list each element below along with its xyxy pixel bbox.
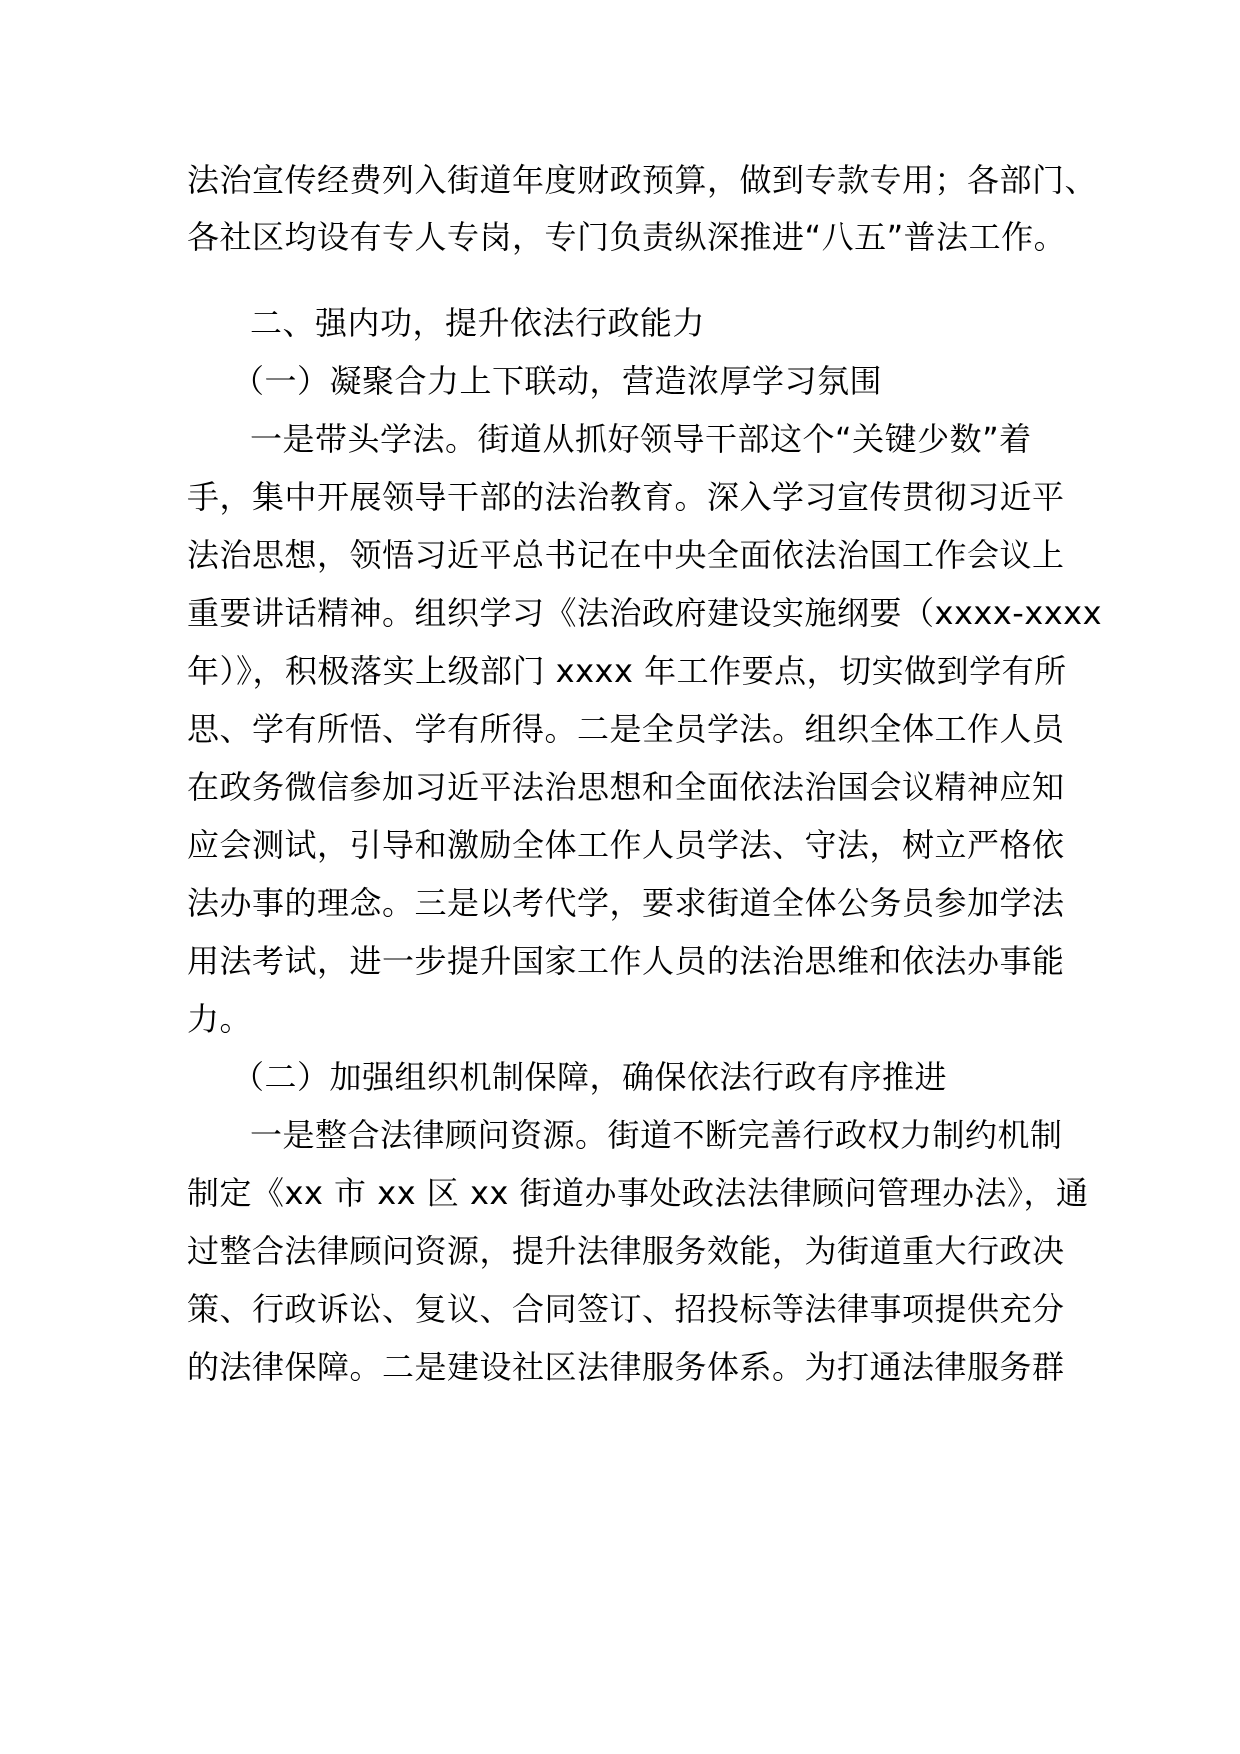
- subsection-heading: （一）凝聚合力上下联动，营造浓厚学习氛围: [232, 362, 883, 400]
- paragraph-line: 法治宣传经费列入街道年度财政预算，做到专款专用；各部门、: [187, 161, 1098, 199]
- paragraph-line: 法治思想，领悟习近平总书记在中央全面依法治国工作会议上: [187, 536, 1065, 574]
- paragraph-line: 力。: [187, 1000, 253, 1038]
- paragraph-line: 法办事的理念。三是以考代学，要求街道全体公务员参加学法: [187, 884, 1065, 922]
- paragraph-line: 思、学有所悟、学有所得。二是全员学法。组织全体工作人员: [187, 710, 1065, 748]
- paragraph-line: 制定《xx 市 xx 区 xx 街道办事处政法法律顾问管理办法》，通: [187, 1174, 1089, 1212]
- paragraph-line: 在政务微信参加习近平法治思想和全面依法治国会议精神应知: [187, 768, 1065, 806]
- paragraph-line: 的法律保障。二是建设社区法律服务体系。为打通法律服务群: [187, 1348, 1065, 1386]
- paragraph-line: 重要讲话精神。组织学习《法治政府建设实施纲要（xxxx-xxxx: [187, 594, 1103, 632]
- paragraph-line: 一是整合法律顾问资源。街道不断完善行政权力制约机制: [250, 1116, 1063, 1154]
- paragraph-line: 一是带头学法。街道从抓好领导干部这个“关键少数”着: [250, 420, 1032, 458]
- paragraph-line: 用法考试，进一步提升国家工作人员的法治思维和依法办事能: [187, 942, 1065, 980]
- paragraph-line: 手，集中开展领导干部的法治教育。深入学习宣传贯彻习近平: [187, 478, 1065, 516]
- subsection-heading: （二）加强组织机制保障，确保依法行政有序推进: [232, 1058, 948, 1096]
- paragraph-line: 年）》，积极落实上级部门 xxxx 年工作要点，切实做到学有所: [187, 652, 1067, 690]
- paragraph-line: 策、行政诉讼、复议、合同签订、招投标等法律事项提供充分: [187, 1290, 1065, 1328]
- paragraph-line: 过整合法律顾问资源，提升法律服务效能，为街道重大行政决: [187, 1232, 1065, 1270]
- section-heading: 二、强内功，提升依法行政能力: [250, 304, 706, 342]
- paragraph-line: 各社区均设有专人专岗，专门负责纵深推进“八五”普法工作。: [187, 218, 1067, 256]
- paragraph-line: 应会测试，引导和激励全体工作人员学法、守法，树立严格依: [187, 826, 1065, 864]
